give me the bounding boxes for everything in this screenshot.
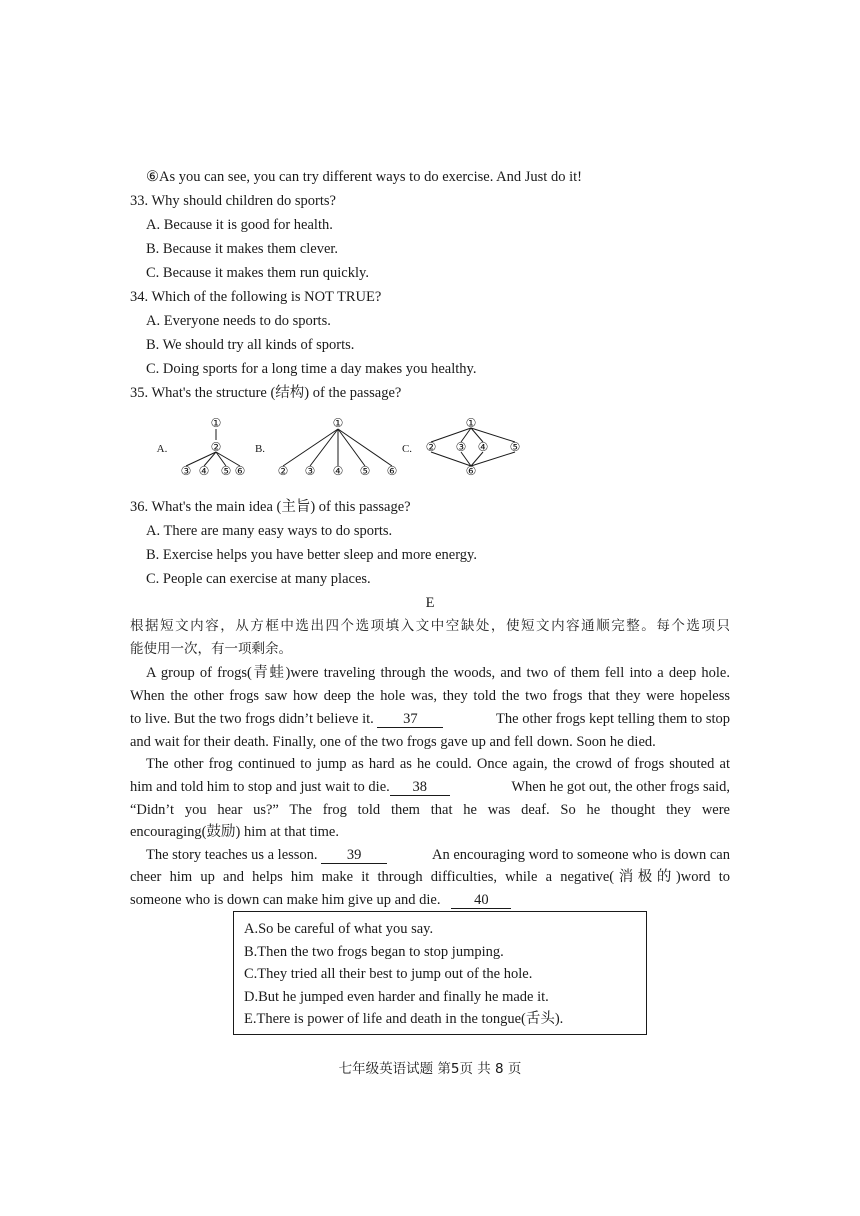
paragraph-3-line-3: someone who is down can make him give up and die. 40 <box>130 891 511 909</box>
intro-line: ⑥As you can see, you can try different ways to do exercise. And Just do it! <box>146 169 582 185</box>
paragraph-2-line-3: “Didn’t you hear us?” The frog told them that he was deaf. So he thought they were <box>130 802 730 818</box>
paragraph-1-line-4: and wait for their death. Finally, one of the two frogs gave up and fell down. Soon he died. <box>130 734 656 750</box>
option-a: A.So be careful of what you say. <box>244 921 434 937</box>
blank-37: 37 <box>377 712 443 728</box>
diagram-b-node-6: ⑥ <box>386 464 398 478</box>
diagram-b-node-2: ② <box>277 464 289 478</box>
section-letter: E <box>425 595 435 611</box>
paragraph-2-line-4: encouraging(鼓励) him at that time. <box>130 824 339 840</box>
section-instructions-line-2: 能使用一次，有一项剩余。 <box>130 641 292 657</box>
paragraph-1-line-3 <box>130 710 730 728</box>
paragraph-1-line-3-end: The other frogs kept telling them to stop <box>496 711 730 727</box>
diagram-b-node-3: ③ <box>304 464 316 478</box>
diagram-a-node-5: ⑤ <box>220 464 232 478</box>
question-34-option-a: A. Everyone needs to do sports. <box>146 313 331 329</box>
paragraph-3-line-1 <box>146 846 730 864</box>
page-footer: 七年级英语试题 第5页 共 8 页 <box>338 1061 522 1077</box>
question-36-option-c: C. People can exercise at many places. <box>146 571 371 587</box>
question-33-option-c: C. Because it makes them run quickly. <box>146 265 369 281</box>
question-33-option-b: B. Because it makes them clever. <box>146 241 339 257</box>
paragraph-1-line-3-start: to live. But the two frogs didn’t believe it. 37 <box>130 710 443 728</box>
question-36-stem: 36. What's the main idea (主旨) of this passage? <box>130 499 411 515</box>
paragraph-1-line-2: When the other frogs saw how deep the hole was, they told the two frogs that they were hopeless <box>130 688 730 704</box>
diagram-b-node-4: ④ <box>332 464 344 478</box>
options-box <box>233 911 647 1035</box>
question-36-option-a: A. There are many easy ways to do sports. <box>146 523 393 539</box>
paragraph-2-line-2 <box>130 778 730 796</box>
option-d: D.But he jumped even harder and finally he made it. <box>244 988 549 1005</box>
paragraph-3-line-1-end: An encouraging word to someone who is down can <box>432 847 730 863</box>
option-e: E.There is power of life and death in the tongue(舌头). <box>244 1011 564 1028</box>
paragraph-3-line-2: cheer him up and helps him make it through difficulties, while a negative(消极的)word to <box>130 869 730 885</box>
diagram-c-node-6: ⑥ <box>465 464 477 478</box>
option-b: B.Then the two frogs began to stop jumping. <box>244 943 504 960</box>
diagram-c-node-5: ⑤ <box>509 440 521 454</box>
paragraph-1-line-1: A group of frogs(青蛙)were traveling through the woods, and two of them fell into a deep hole. <box>146 665 730 681</box>
diagram-c-node-3: ③ <box>455 440 467 454</box>
question-34-option-c: C. Doing sports for a long time a day makes you healthy. <box>146 361 477 377</box>
question-33-stem: 33. Why should children do sports? <box>130 193 336 209</box>
paragraph-2-line-2-start: him and told him to stop and just wait to die. 38 <box>130 778 450 796</box>
diagram-label-b: B. <box>254 443 266 455</box>
diagram-a-node-6: ⑥ <box>234 464 246 478</box>
diagram-label-c: C. <box>401 443 413 455</box>
question-36-option-b: B. Exercise helps you have better sleep and more energy. <box>146 547 477 563</box>
question-35-stem: 35. What's the structure (结构) of the passage? <box>130 385 402 401</box>
blank-39: 39 <box>321 848 387 864</box>
structure-diagrams <box>130 411 530 481</box>
question-34-stem: 34. Which of the following is NOT TRUE? <box>130 289 382 305</box>
blank-38: 38 <box>390 780 450 796</box>
question-33-option-a: A. Because it is good for health. <box>146 217 333 233</box>
diagram-c-node-4: ④ <box>477 440 489 454</box>
option-c: C.They tried all their best to jump out of the hole. <box>244 966 533 983</box>
paragraph-3-line-1-start: The story teaches us a lesson. 39 <box>146 846 387 864</box>
paragraph-2-line-2-end: When he got out, the other frogs said, <box>511 779 730 795</box>
section-instructions-line-1: 根据短文内容，从方框中选出四个选项填入文中空缺处，使短文内容通顺完整。每个选项只 <box>130 618 730 634</box>
diagram-label-a: A. <box>156 443 168 455</box>
diagram-b-node-5: ⑤ <box>359 464 371 478</box>
paragraph-2-line-1: The other frog continued to jump as hard as he could. Once again, the crowd of frogs shouted at <box>146 756 730 772</box>
question-34-option-b: B. We should try all kinds of sports. <box>146 337 355 353</box>
diagram-a-node-2: ② <box>210 440 222 454</box>
diagram-a-node-3: ③ <box>180 464 192 478</box>
diagram-a-node-1: ① <box>210 416 222 430</box>
diagram-c-node-2: ② <box>425 440 437 454</box>
diagram-b-node-1: ① <box>332 416 344 430</box>
blank-40: 40 <box>451 893 511 909</box>
diagram-c-node-1: ① <box>465 416 477 430</box>
diagram-a-node-4: ④ <box>198 464 210 478</box>
